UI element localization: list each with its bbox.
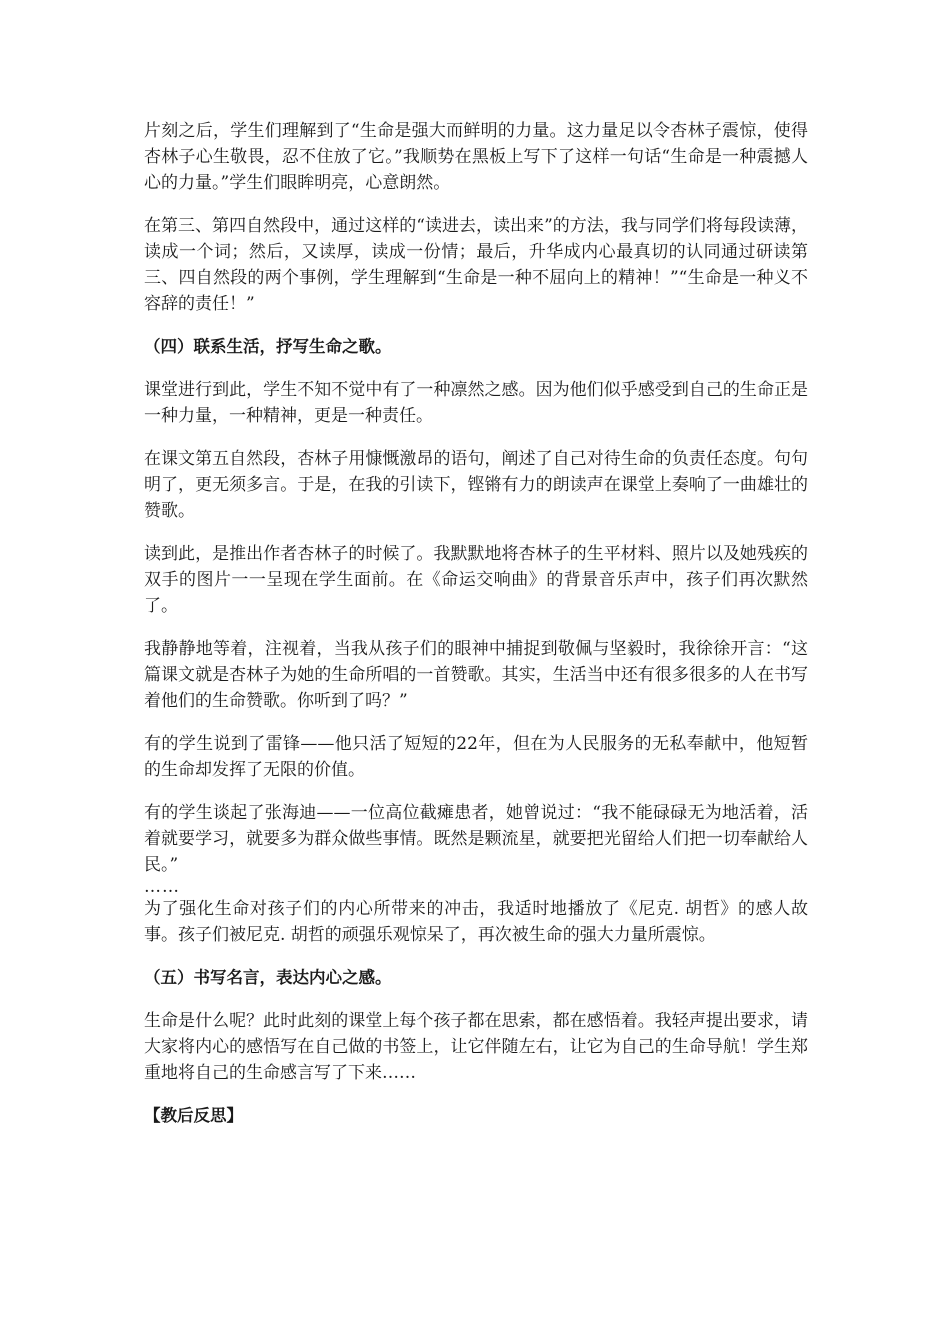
paragraph-understanding-power: 片刻之后，学生们理解到了“生命是强大而鲜明的力量。这力量足以令杏林子震惊，使得杏林子心生敬畏，忍不住放了它。”我顺势在黑板上写下了这样一句话“生命是一种震撼人心的力量。”学生们眼眸明亮，心意朗然。 — [144, 121, 808, 193]
paragraph-fifth-section: 在课文第五自然段，杏林子用慷慨激昂的语句，阐述了自己对待生命的负责任态度。句句明了，更无须多言。于是，在我的引读下，铿锵有力的朗读声在课堂上奏响了一曲雄壮的赞歌。 — [144, 449, 808, 521]
paragraph-introduce-author: 读到此，是推出作者杏林子的时候了。我默默地将杏林子的生平材料、照片以及她残疾的双手的图片一一呈现在学生面前。在《命运交响曲》的背景音乐声中，孩子们再次默然了。 — [144, 544, 808, 616]
paragraph-nick-vujicic: 为了强化生命对孩子们的内心所带来的冲击，我适时地播放了《尼克. 胡哲》的感人故事。孩子们被尼克. 胡哲的顽强乐观惊呆了，再次被生命的强大力量所震惊。 — [144, 899, 808, 945]
paragraph-lei-feng: 有的学生说到了雷锋——他只活了短短的22年，但在为人民服务的无私奉献中，他短暂的生命却发挥了无限的价值。 — [144, 734, 808, 780]
paragraph-zhang-haidi: 有的学生谈起了张海迪——一位高位截瘫患者，她曾说过：“我不能碌碌无为地活着，活着就要学习，就要多为群众做些事情。既然是颗流星，就要把光留给人们把一切奉献给人民。” — [144, 803, 808, 875]
section-heading-4: （四）联系生活，抒写生命之歌。 — [144, 337, 392, 356]
paragraph-awe-feeling: 课堂进行到此，学生不知不觉中有了一种凛然之感。因为他们似乎感受到自己的生命正是一种力量，一种精神，更是一种责任。 — [144, 380, 808, 426]
paragraph-reading-method: 在第三、第四自然段中，通过这样的“读进去，读出来”的方法，我与同学们将每段读薄，读成一个词；然后，又读厚，读成一份情；最后，升华成内心最真切的认同通过研读第三、四自然段的两个事例，学生理解到“生命是一种不屈向上的精神！”“生命是一种义不容辞的责任！” — [144, 216, 808, 314]
paragraph-teacher-speech: 我静静地等着，注视着，当我从孩子们的眼神中捕捉到敬佩与坚毅时，我徐徐开言：“这篇课文就是杏林子为她的生命所唱的一首赞歌。其实，生活当中还有很多很多的人在书写着他们的生命赞歌。你听到了吗？” — [144, 639, 808, 711]
ellipsis-line: …… — [144, 877, 180, 897]
section-heading-reflection: 【教后反思】 — [144, 1106, 243, 1125]
document-page — [144, 118, 808, 1146]
paragraph-bookmark-writing: 生命是什么呢？此时此刻的课堂上每个孩子都在思索，都在感悟着。我轻声提出要求，请大家将内心的感悟写在自己做的书签上，让它伴随左右，让它为自己的生命导航！学生郑重地将自己的生命感言写了下来…… — [144, 1011, 808, 1083]
section-heading-5: （五）书写名言，表达内心之感。 — [144, 968, 392, 987]
